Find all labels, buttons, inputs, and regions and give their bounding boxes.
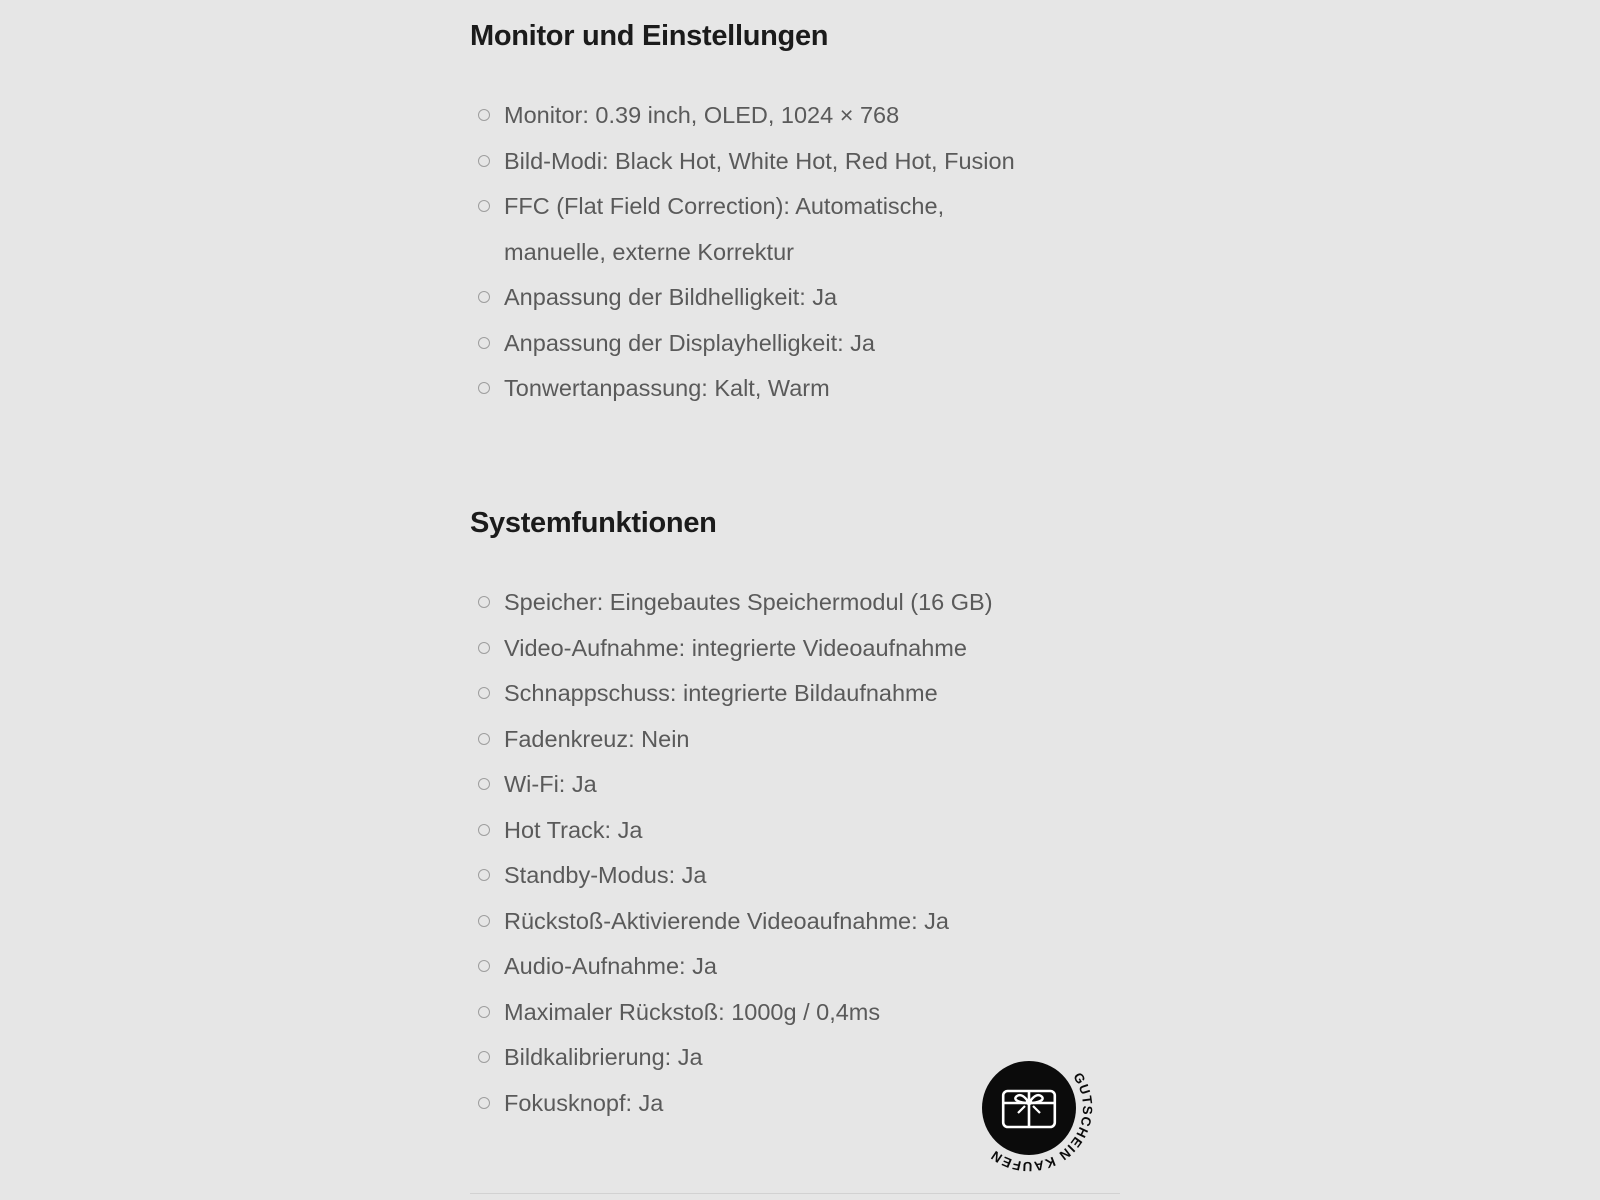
list-item	[470, 626, 1120, 672]
circle-bullet-icon	[478, 824, 490, 836]
gift-card-icon	[1001, 1086, 1057, 1130]
list-item-label: FFC (Flat Field Correction): Automatische, manuelle, externe Korrektur	[504, 193, 945, 265]
list-item	[470, 853, 1120, 899]
circle-bullet-icon	[478, 778, 490, 790]
list-item-label: Fokusknopf: Ja	[504, 1089, 664, 1116]
list-item	[470, 93, 1030, 139]
list-item-label: Anpassung der Bildhelligkeit: Ja	[504, 284, 838, 311]
list-item	[470, 990, 1120, 1036]
list-item-label: Schnappschuss: integrierte Bildaufnahme	[504, 680, 938, 707]
list-item-label: Rückstoß-Aktivierende Videoaufnahme: Ja	[504, 907, 949, 934]
circle-bullet-icon	[478, 155, 490, 167]
list-item	[470, 184, 1030, 275]
list-item	[470, 580, 1120, 626]
list-item-label: Hot Track: Ja	[504, 816, 643, 843]
list-item-label: Monitor: 0.39 inch, OLED, 1024 × 768	[504, 102, 900, 129]
list-item-label: Bild-Modi: Black Hot, White Hot, Red Hot, Fusion	[504, 147, 1015, 174]
circle-bullet-icon	[478, 291, 490, 303]
voucher-label-textpath: GUTSCHEIN KAUFEN	[987, 1070, 1095, 1174]
circle-bullet-icon	[478, 200, 490, 212]
section-heading-systemfunktionen: Systemfunktionen	[470, 507, 717, 539]
list-item-label: Standby-Modus: Ja	[504, 862, 707, 889]
list-item	[470, 762, 1120, 808]
circle-bullet-icon	[478, 869, 490, 881]
list-item-label: Video-Aufnahme: integrierte Videoaufnahme	[504, 634, 967, 661]
circle-bullet-icon	[478, 1097, 490, 1109]
circle-bullet-icon	[478, 960, 490, 972]
list-item	[470, 671, 1120, 717]
circle-bullet-icon	[478, 1051, 490, 1063]
list-item	[470, 899, 1120, 945]
list-item	[470, 366, 1030, 412]
circle-bullet-icon	[478, 915, 490, 927]
spec-list-monitor	[470, 93, 1030, 412]
circle-bullet-icon	[478, 596, 490, 608]
circle-bullet-icon	[478, 109, 490, 121]
circle-bullet-icon	[478, 687, 490, 699]
section-heading-monitor: Monitor und Einstellungen	[470, 20, 829, 52]
list-item-label: Wi-Fi: Ja	[504, 771, 597, 798]
circle-bullet-icon	[478, 382, 490, 394]
list-item-label: Speicher: Eingebautes Speichermodul (16 GB)	[504, 589, 993, 616]
buy-voucher-button[interactable]	[963, 1042, 1095, 1174]
list-item	[470, 275, 1030, 321]
section-monitor-und-einstellungen	[470, 18, 1070, 412]
list-item-label: Fadenkreuz: Nein	[504, 725, 690, 752]
circle-bullet-icon	[478, 337, 490, 349]
list-item-label: Audio-Aufnahme: Ja	[504, 953, 717, 980]
list-item-label: Maximaler Rückstoß: 1000g / 0,4ms	[504, 998, 881, 1025]
list-item-label: Tonwertanpassung: Kalt, Warm	[504, 375, 830, 402]
list-item-label: Anpassung der Displayhelligkeit: Ja	[504, 329, 875, 356]
list-item	[470, 139, 1030, 185]
list-item	[470, 717, 1120, 763]
list-item	[470, 944, 1120, 990]
circle-bullet-icon	[478, 733, 490, 745]
section-systemfunktionen	[470, 505, 1120, 1126]
circle-bullet-icon	[478, 642, 490, 654]
list-item	[470, 321, 1030, 367]
section-divider	[470, 1193, 1120, 1194]
circle-bullet-icon	[478, 1006, 490, 1018]
list-item-label: Bildkalibrierung: Ja	[504, 1044, 703, 1071]
list-item	[470, 808, 1120, 854]
